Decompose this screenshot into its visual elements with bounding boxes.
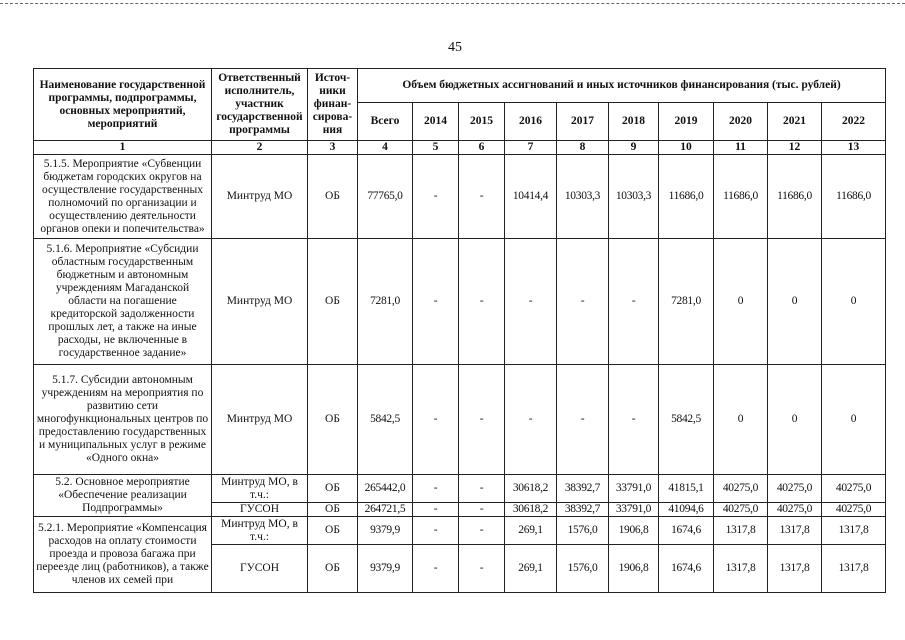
row-value: 0 bbox=[822, 365, 886, 475]
row-value: - bbox=[413, 503, 459, 517]
row-value: 33791,0 bbox=[609, 475, 659, 503]
row-executor: Минтруд МО bbox=[212, 239, 308, 365]
header-year: 2022 bbox=[822, 103, 886, 141]
row-total: 264721,5 bbox=[358, 503, 413, 517]
header-source: Источ-ники финан-сирова-ния bbox=[308, 69, 358, 141]
header-year: 2017 bbox=[557, 103, 609, 141]
row-name: 5.1.6. Мероприятие «Субсидии областным государственным бюджетным и автономным учреждениям Магаданской области на погашение кредиторской задолженности прошлых лет, а также на иные расходы, не включенные в государственное задание» bbox=[34, 239, 212, 365]
row-value: 40275,0 bbox=[768, 503, 822, 517]
row-value: 38392,7 bbox=[557, 503, 609, 517]
row-value: 1906,8 bbox=[609, 545, 659, 593]
row-source: ОБ bbox=[308, 517, 358, 545]
row-value: 1317,8 bbox=[822, 517, 886, 545]
row-value: 10303,3 bbox=[557, 155, 609, 239]
row-value: 11686,0 bbox=[714, 155, 768, 239]
row-source: ОБ bbox=[308, 503, 358, 517]
row-value: 40275,0 bbox=[822, 503, 886, 517]
row-value: 40275,0 bbox=[714, 475, 768, 503]
col-number: 6 bbox=[459, 141, 505, 155]
row-value: - bbox=[557, 365, 609, 475]
col-number: 11 bbox=[714, 141, 768, 155]
row-executor: ГУСОН bbox=[212, 545, 308, 593]
row-value: 0 bbox=[768, 365, 822, 475]
row-value: 0 bbox=[714, 365, 768, 475]
row-value: 11686,0 bbox=[822, 155, 886, 239]
row-value: - bbox=[459, 365, 505, 475]
row-total: 5842,5 bbox=[358, 365, 413, 475]
row-value: - bbox=[413, 517, 459, 545]
header-total: Всего bbox=[358, 103, 413, 141]
row-total: 9379,9 bbox=[358, 545, 413, 593]
row-value: - bbox=[413, 545, 459, 593]
header-year: 2019 bbox=[659, 103, 714, 141]
row-value: 1317,8 bbox=[768, 545, 822, 593]
header-name: Наименование государственной программы, подпрограммы, основных мероприятий, мероприятий bbox=[34, 69, 212, 141]
table-row bbox=[34, 239, 886, 365]
row-value: 40275,0 bbox=[822, 475, 886, 503]
header-year: 2021 bbox=[768, 103, 822, 141]
header-year: 2015 bbox=[459, 103, 505, 141]
row-value: 1576,0 bbox=[557, 517, 609, 545]
col-number: 8 bbox=[557, 141, 609, 155]
row-value: - bbox=[557, 239, 609, 365]
row-value: 40275,0 bbox=[714, 503, 768, 517]
row-value: - bbox=[505, 365, 557, 475]
row-value: - bbox=[459, 545, 505, 593]
row-value: 1317,8 bbox=[768, 517, 822, 545]
col-number: 1 bbox=[34, 141, 212, 155]
row-value: 1906,8 bbox=[609, 517, 659, 545]
row-total: 77765,0 bbox=[358, 155, 413, 239]
row-value: - bbox=[459, 503, 505, 517]
row-value: 40275,0 bbox=[768, 475, 822, 503]
row-value: 1674,6 bbox=[659, 545, 714, 593]
row-source: ОБ bbox=[308, 155, 358, 239]
row-value: - bbox=[413, 155, 459, 239]
row-value: - bbox=[609, 365, 659, 475]
row-value: - bbox=[413, 365, 459, 475]
row-source: ОБ bbox=[308, 475, 358, 503]
col-number: 2 bbox=[212, 141, 308, 155]
row-value: 269,1 bbox=[505, 517, 557, 545]
row-source: ОБ bbox=[308, 545, 358, 593]
row-value: - bbox=[609, 239, 659, 365]
row-total: 7281,0 bbox=[358, 239, 413, 365]
row-value: 7281,0 bbox=[659, 239, 714, 365]
row-name: 5.2. Основное мероприятие «Обеспечение реализации Подпрограммы» bbox=[34, 475, 212, 517]
row-value: 1317,8 bbox=[714, 517, 768, 545]
table-row bbox=[34, 475, 886, 503]
col-number: 7 bbox=[505, 141, 557, 155]
row-value: 0 bbox=[768, 239, 822, 365]
row-source: ОБ bbox=[308, 365, 358, 475]
header-year: 2016 bbox=[505, 103, 557, 141]
header-year: 2020 bbox=[714, 103, 768, 141]
row-total: 9379,9 bbox=[358, 517, 413, 545]
row-name: 5.1.7. Субсидии автономным учреждениям на мероприятия по развитию сети многофункциональных центров по предоставлению государственных и муниципальных услуг в режиме «Одного окна» bbox=[34, 365, 212, 475]
row-executor: Минтруд МО bbox=[212, 365, 308, 475]
table-row bbox=[34, 517, 886, 545]
row-value: - bbox=[505, 239, 557, 365]
row-value: - bbox=[459, 239, 505, 365]
row-value: 30618,2 bbox=[505, 475, 557, 503]
header-executor: Ответственный исполнитель, участник государственной программы bbox=[212, 69, 308, 141]
row-value: 10414,4 bbox=[505, 155, 557, 239]
row-value: 11686,0 bbox=[659, 155, 714, 239]
row-value: - bbox=[413, 239, 459, 365]
budget-table bbox=[33, 68, 886, 593]
row-value: 41094,6 bbox=[659, 503, 714, 517]
row-value: 269,1 bbox=[505, 545, 557, 593]
row-value: 0 bbox=[822, 239, 886, 365]
col-number: 3 bbox=[308, 141, 358, 155]
header-year: 2018 bbox=[609, 103, 659, 141]
row-value: - bbox=[459, 517, 505, 545]
row-source: ОБ bbox=[308, 239, 358, 365]
table-row bbox=[34, 155, 886, 239]
row-value: - bbox=[413, 475, 459, 503]
row-value: 11686,0 bbox=[768, 155, 822, 239]
row-value: - bbox=[459, 155, 505, 239]
row-value: 10303,3 bbox=[609, 155, 659, 239]
column-number-row bbox=[34, 141, 886, 155]
page-top-rule bbox=[0, 3, 905, 4]
row-executor: Минтруд МО, в т.ч.: bbox=[212, 475, 308, 503]
header-year: 2014 bbox=[413, 103, 459, 141]
row-value: 1317,8 bbox=[714, 545, 768, 593]
row-value: 41815,1 bbox=[659, 475, 714, 503]
table-row bbox=[34, 365, 886, 475]
col-number: 10 bbox=[659, 141, 714, 155]
col-number: 9 bbox=[609, 141, 659, 155]
row-executor: ГУСОН bbox=[212, 503, 308, 517]
row-value: 0 bbox=[714, 239, 768, 365]
page-number: 45 bbox=[448, 40, 462, 55]
row-value: 38392,7 bbox=[557, 475, 609, 503]
row-name: 5.1.5. Мероприятие «Субвенции бюджетам городских округов на осуществление государственных полномочий по организации и осуществлению деятельности органов опеки и попечительства» bbox=[34, 155, 212, 239]
row-value: 5842,5 bbox=[659, 365, 714, 475]
row-value: 1674,6 bbox=[659, 517, 714, 545]
col-number: 13 bbox=[822, 141, 886, 155]
row-value: 33791,0 bbox=[609, 503, 659, 517]
header-funding: Объем бюджетных ассигнований и иных источников финансирования (тыс. рублей) bbox=[358, 69, 886, 103]
col-number: 4 bbox=[358, 141, 413, 155]
row-value: 30618,2 bbox=[505, 503, 557, 517]
row-value: 1576,0 bbox=[557, 545, 609, 593]
col-number: 12 bbox=[768, 141, 822, 155]
row-value: - bbox=[459, 475, 505, 503]
row-name: 5.2.1. Мероприятие «Компенсация расходов на оплату стоимости проезда и провоза багажа при переезде лиц (работников), а также членов их семей при bbox=[34, 517, 212, 593]
col-number: 5 bbox=[413, 141, 459, 155]
row-value: 1317,8 bbox=[822, 545, 886, 593]
row-total: 265442,0 bbox=[358, 475, 413, 503]
row-executor: Минтруд МО bbox=[212, 155, 308, 239]
row-executor: Минтруд МО, в т.ч.: bbox=[212, 517, 308, 545]
